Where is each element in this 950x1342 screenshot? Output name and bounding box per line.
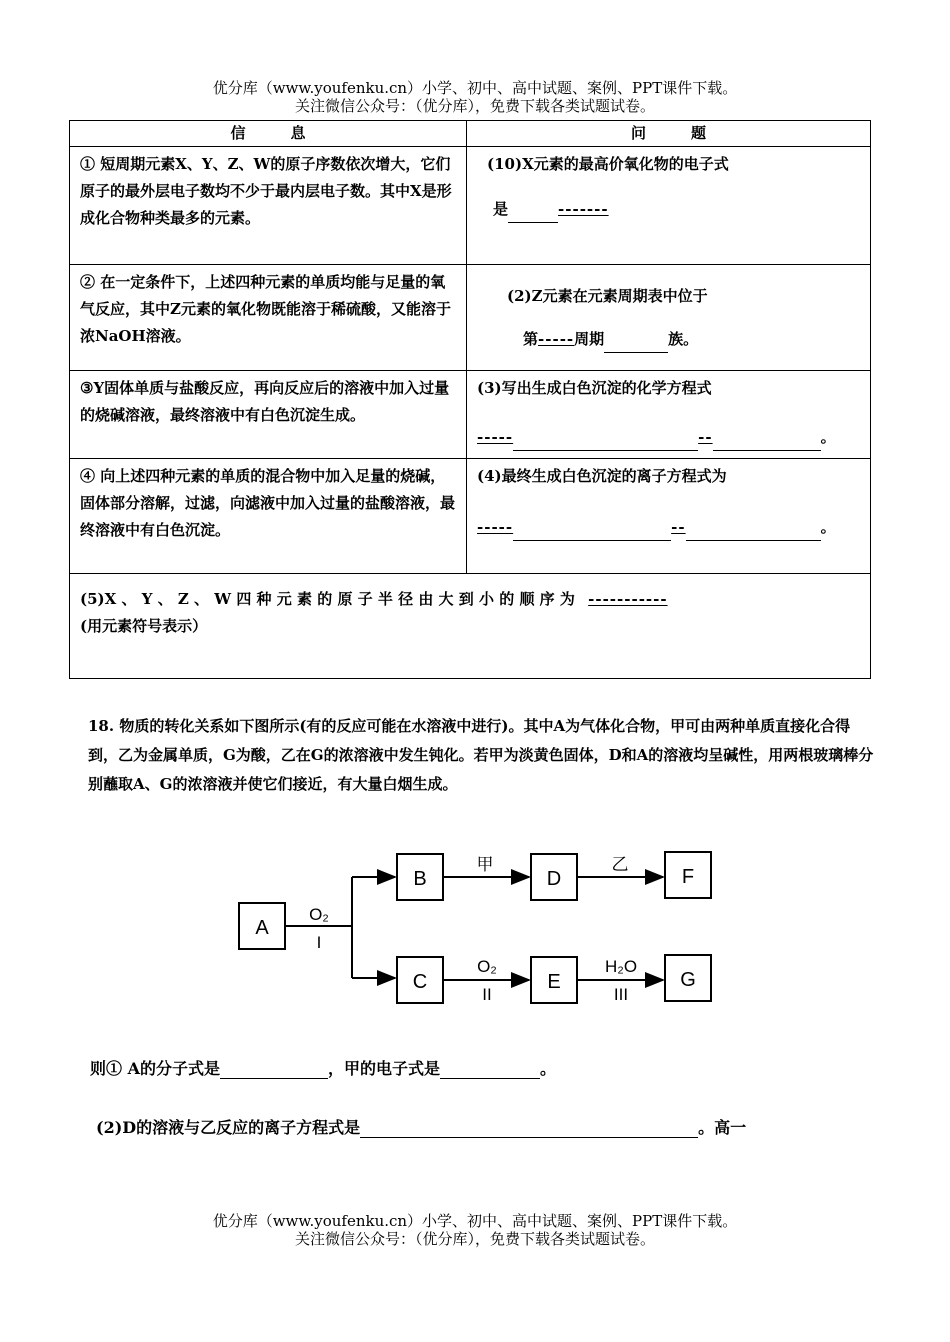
question-18-part-2: (2)D的溶液与乙反应的离子方程式是 。高一 [96, 1118, 747, 1137]
answer-blank[interactable]: ----- [538, 330, 575, 348]
answer-blank[interactable]: ----- [477, 428, 514, 446]
footer-line-2: 关注微信公众号：（优分库），免费下载各类试题试卷。 [294, 1230, 655, 1248]
label-b: B [413, 868, 427, 890]
question-18-stem: 18. 物质的转化关系如下图所示(有的反应可能在水溶液中进行)。其中A为气体化合物，甲可由两种单质直接化合得到，乙为金属单质，G为酸，乙在G的浓溶液中发生钝化。若甲为淡黄色固体，D和A的溶液均呈碱性，用两根玻璃棒分别蘸取A、G的浓溶液并使它们接近，有大量白烟生成。 [88, 717, 874, 793]
info-cell-3: ③Y固体单质与盐酸反应，再向反应后的溶液中加入过量的烧碱溶液，最终溶液中有白色沉淀生成。 [70, 371, 467, 459]
answer-blank[interactable] [220, 1060, 328, 1079]
table-head-info: 信 息 [70, 121, 467, 147]
answer-blank[interactable]: ----------- [588, 590, 668, 608]
arrow-eg-step: III [613, 985, 629, 1004]
question-cell-5: (5)X 、 Y 、 Z 、 W 四 种 元 素 的 原 子 半 径 由 大 到 小 的 顺 序 为 ----------- (用元素符号表示） [70, 574, 871, 679]
page-header [0, 79, 950, 115]
label-f: F [681, 866, 695, 888]
question-cell-4: (4)最终生成白色沉淀的离子方程式为 ----- -- 。 [467, 459, 871, 574]
answer-blank[interactable] [604, 334, 668, 353]
label-d: D [546, 868, 562, 890]
label-g: G [680, 969, 696, 991]
arrow-bd-label: 甲 [476, 855, 494, 874]
question-table [69, 120, 871, 679]
label-a: A [255, 917, 269, 939]
page-footer [0, 1212, 950, 1248]
arrow-a-step: I [316, 933, 322, 952]
question-cell-2: (2)Z元素在元素周期表中位于 第-----周期 族。 [467, 265, 871, 371]
answer-blank[interactable]: ----- [477, 518, 514, 536]
answer-blank[interactable] [440, 1060, 540, 1079]
info-cell-4: ④ 向上述四种元素的单质的混合物中加入足量的烧碱，固体部分溶解，过滤，向滤液中加入过量的盐酸溶液，最终溶液中有白色沉淀。 [70, 459, 467, 574]
reaction-flow-diagram [235, 840, 755, 1015]
answer-blank[interactable] [360, 1119, 698, 1138]
arrow-eg-h2o: H₂O [604, 957, 638, 976]
answer-blank[interactable]: ------- [558, 200, 609, 218]
arrow-a-o2: O₂ [309, 905, 329, 924]
question-cell-1: (10)X元素的最高价氧化物的电子式 是 ------- [467, 147, 871, 265]
header-line-1: 优分库（www.youfenku.cn）小学、初中、高中试题、案例、PPT课件下载。 [212, 79, 738, 97]
arrow-ce-o2: O₂ [477, 957, 497, 976]
question-cell-3: (3)写出生成白色沉淀的化学方程式 ----- -- 。 [467, 371, 871, 459]
info-cell-2: ② 在一定条件下，上述四种元素的单质均能与足量的氧气反应，其中Z元素的氧化物既能溶于稀硫酸，又能溶于浓NaOH溶液。 [70, 265, 467, 371]
table-head-question: 问 题 [467, 121, 871, 147]
header-line-2: 关注微信公众号：（优分库），免费下载各类试题试卷。 [294, 97, 655, 115]
info-cell-1: ① 短周期元素X、Y、Z、W的原子序数依次增大，它们原子的最外层电子数均不少于最内层电子数。其中X是形成化合物种类最多的元素。 [70, 147, 467, 265]
arrow-df-label: 乙 [611, 855, 629, 874]
footer-line-1: 优分库（www.youfenku.cn）小学、初中、高中试题、案例、PPT课件下载。 [212, 1212, 738, 1230]
question-18-part-1: 则① A的分子式是 ，甲的电子式是 。 [90, 1059, 557, 1078]
label-c: C [412, 971, 428, 993]
arrow-ce-step: II [482, 985, 492, 1004]
label-e: E [547, 971, 561, 993]
